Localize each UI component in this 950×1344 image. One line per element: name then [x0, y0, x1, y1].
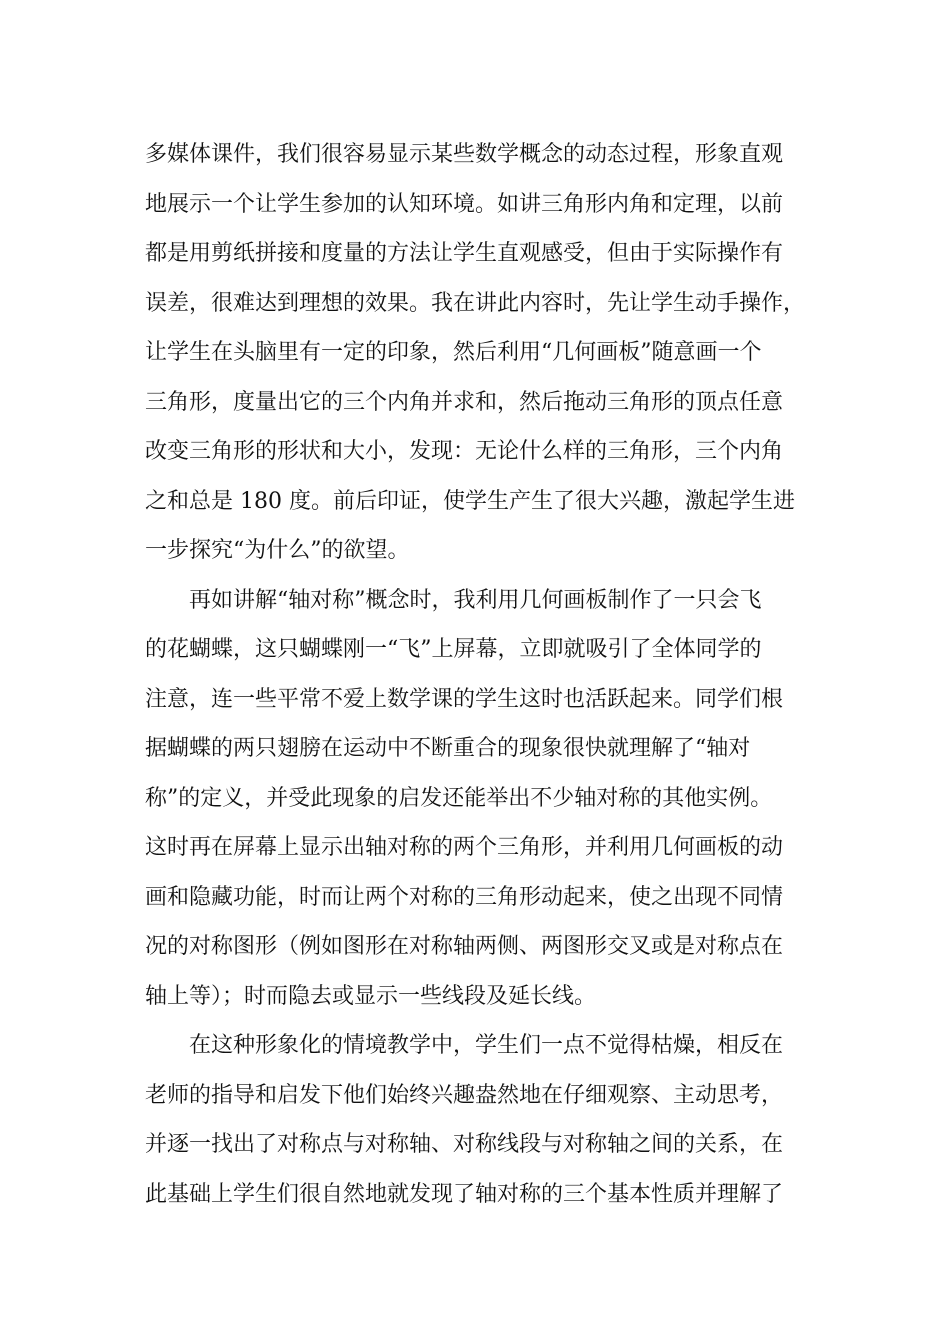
text-line: 改变三角形的形状和大小，发现：无论什么样的三角形，三个内角 — [145, 439, 784, 464]
text-line: 都是用剪纸拼接和度量的方法让学生直观感受，但由于实际操作有 — [145, 241, 784, 266]
text-line: 此基础上学生们很自然地就发现了轴对称的三个基本性质并理解了 — [145, 1181, 784, 1207]
text-line: 画和隐藏功能，时而让两个对称的三角形动起来，使之出现不同情 — [145, 884, 784, 910]
text-line: 称”的定义，并受此现象的启发还能举出不少轴对称的其他实例。 — [145, 785, 773, 811]
text-line: 并逐一找出了对称点与对称轴、对称线段与对称轴之间的关系，在 — [145, 1132, 784, 1157]
text-line: 轴上等）；时而隐去或显示一些线段及延长线。 — [145, 983, 597, 1009]
text-line: 的花蝴蝶，这只蝴蝶刚一“飞”上屏幕，立即就吸引了全体同学的 — [145, 637, 762, 662]
text-line: 之和总是 180 度。前后印证，使学生产生了很大兴趣，激起学生进 — [145, 488, 795, 514]
text-line: 况的对称图形（例如图形在对称轴两侧、两图形交叉或是对称点在 — [145, 934, 784, 959]
text-line: 让学生在头脑里有一定的印象，然后利用“几何画板”随意画一个 — [145, 340, 762, 365]
text-line: 注意，连一些平常不爱上数学课的学生这时也活跃起来。同学们根 — [145, 686, 784, 712]
text-line: 多媒体课件，我们很容易显示某些数学概念的动态过程，形象直观 — [145, 142, 784, 167]
text-line: 误差，很难达到理想的效果。我在讲此内容时，先让学生动手操作， — [145, 290, 806, 316]
text-line: 这时再在屏幕上显示出轴对称的两个三角形，并利用几何画板的动 — [145, 835, 784, 860]
text-line: 一步探究“为什么”的欲望。 — [145, 538, 410, 563]
text-line: 据蝴蝶的两只翅膀在运动中不断重合的现象很快就理解了“轴对 — [145, 736, 751, 761]
text-line: 地展示一个让学生参加的认知环境。如讲三角形内角和定理，以前 — [145, 191, 784, 217]
body-text — [145, 130, 825, 1219]
text-line: 三角形，度量出它的三个内角并求和，然后拖动三角形的顶点任意 — [145, 389, 784, 415]
text-line: 再如讲解“轴对称”概念时，我利用几何画板制作了一只会飞 — [145, 587, 762, 613]
text-line: 老师的指导和启发下他们始终兴趣盎然地在仔细观察、主动思考， — [145, 1082, 784, 1108]
text-line: 在这种形象化的情境教学中，学生们一点不觉得枯燥，相反在 — [145, 1033, 784, 1058]
